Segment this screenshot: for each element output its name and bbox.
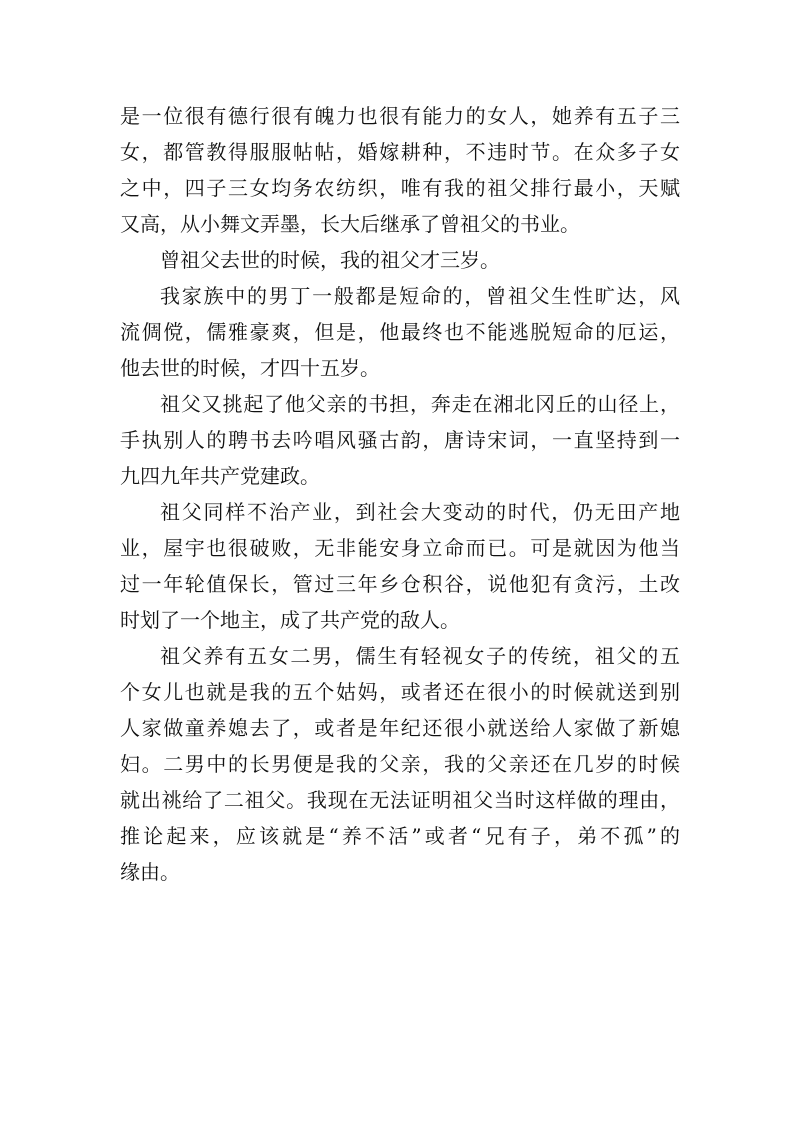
- body-text: [120, 98, 680, 890]
- text-line: 是一位很有德行很有魄力也很有能力的女人，她养有五子三: [120, 104, 680, 128]
- text-line: 人家做童养媳去了，或者是年纪还很小就送给人家做了新媳: [120, 716, 680, 740]
- text-line: 过一年轮值保长，管过三年乡仓积谷，说他犯有贪污，土改: [120, 572, 680, 596]
- text-line: 就出祧给了二祖父。我现在无法证明祖父当时这样做的理由，: [120, 788, 680, 812]
- text-line: 手执别人的聘书去吟唱风骚古韵，唐诗宋词，一直坚持到一: [120, 428, 680, 452]
- text-line: 我家族中的男丁一般都是短命的，曾祖父生性旷达，风: [160, 284, 680, 308]
- text-line: 曾祖父去世的时候，我的祖父才三岁。: [160, 248, 500, 272]
- text-line: 祖父又挑起了他父亲的书担，奔走在湘北冈丘的山径上，: [160, 392, 680, 416]
- text-line: 个女儿也就是我的五个姑妈，或者还在很小的时候就送到别: [120, 680, 680, 704]
- text-line: 他去世的时候，才四十五岁。: [120, 356, 380, 380]
- text-line: 女，都管教得服服帖帖，婚嫁耕种，不违时节。在众多子女: [120, 140, 680, 164]
- text-line: 祖父养有五女二男，儒生有轻视女子的传统，祖父的五: [160, 644, 680, 668]
- text-line: 之中，四子三女均务农纺织，唯有我的祖父排行最小，天赋: [120, 176, 680, 200]
- text-line: 流倜傥，儒雅豪爽，但是，他最终也不能逃脱短命的厄运，: [120, 320, 680, 344]
- text-line: 业，屋宇也很破败，无非能安身立命而已。可是就因为他当: [120, 536, 680, 560]
- text-line: 九四九年共产党建政。: [120, 464, 320, 488]
- text-line: 又高，从小舞文弄墨，长大后继承了曾祖父的书业。: [120, 212, 580, 236]
- text-line: 缘由。: [120, 860, 180, 884]
- text-line: 时划了一个地主，成了共产党的敌人。: [120, 608, 460, 632]
- text-line: 推论起来，应该就是“养不活”或者“兄有子，弟不孤”的: [120, 824, 680, 848]
- text-line: 祖父同样不治产业，到社会大变动的时代，仍无田产地: [160, 500, 680, 524]
- text-line: 妇。二男中的长男便是我的父亲，我的父亲还在几岁的时候: [120, 752, 680, 776]
